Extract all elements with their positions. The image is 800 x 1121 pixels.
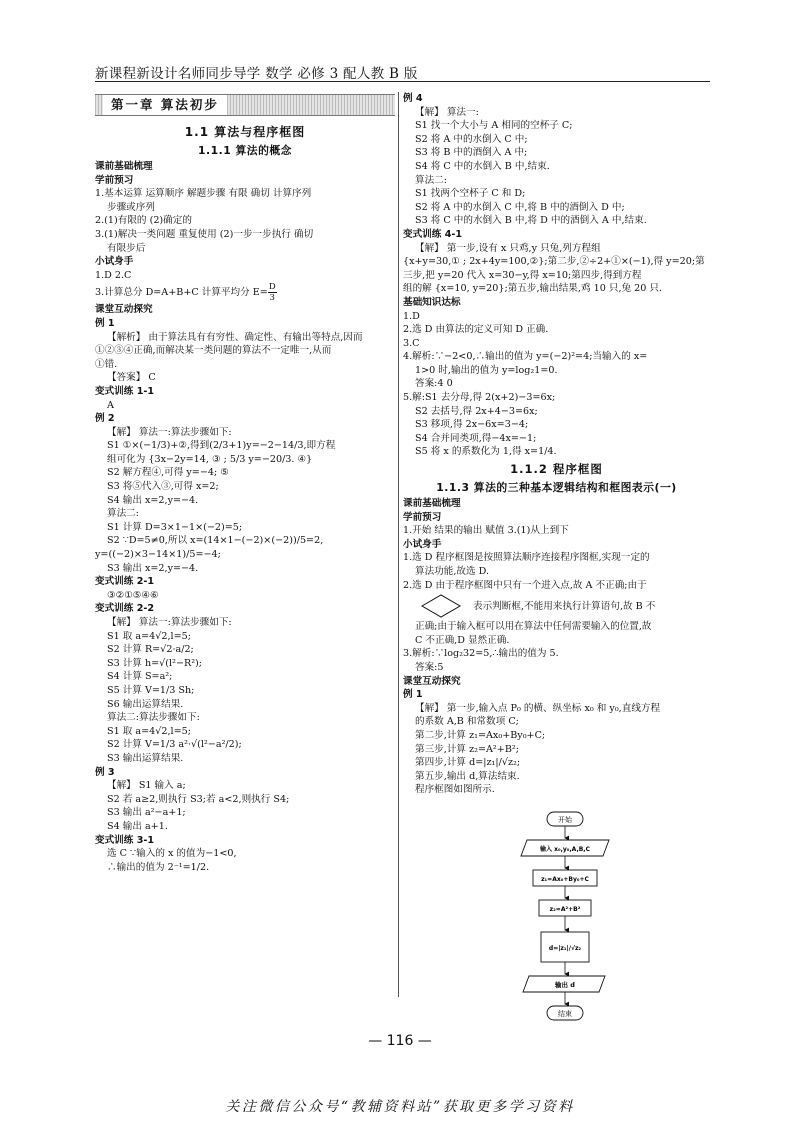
text-line <box>403 133 710 147</box>
text-line-content: 选 C ∵输入的 x 的值为−1<0, <box>107 848 237 860</box>
text-line-content: S1 找两个空杯子 C 和 D; <box>415 188 526 200</box>
text-line-content: S4 输出 a+1. <box>107 820 168 832</box>
text-line <box>95 779 395 793</box>
text-line <box>95 255 395 269</box>
text-line <box>403 377 710 391</box>
text-line-content: 【解析】 由于算法具有有穷性、确定性、有输出等特点,因而 <box>107 331 363 343</box>
chapter-banner <box>95 94 395 116</box>
flow-step1-text: z₁=Ax₀+By₀+C <box>541 876 589 883</box>
text-line-content: S3 输出 x=2,y=−4. <box>107 562 199 574</box>
text-line-content: S4 计算 S=a²; <box>107 671 173 683</box>
text-line-content: 【答案】 C <box>107 372 156 384</box>
column-divider <box>398 92 399 997</box>
text-line-content: 例 1 <box>403 689 423 701</box>
text-line <box>95 684 395 698</box>
text-line <box>403 228 710 242</box>
text-line <box>403 538 710 552</box>
text-line-content: 5.解:S1 去分母,得 2(x+2)−3=6x; <box>403 392 556 404</box>
text-line-content: 3.(1)解决一类问题 重复使用 (2)一步一步执行 确切 <box>95 228 314 240</box>
text-line <box>95 793 395 807</box>
text-line-content: 例 1 <box>95 317 115 329</box>
text-line-content: 第三步,计算 z₂=A²+B²; <box>415 743 519 755</box>
text-line <box>403 364 710 378</box>
text-line <box>403 214 710 228</box>
text-line <box>95 399 395 413</box>
text-line-content: 步骤或序列 <box>107 201 155 213</box>
text-line-content: 【解】 算法一:算法步骤如下: <box>107 617 232 628</box>
text-line <box>95 494 395 508</box>
text-line <box>95 616 395 630</box>
text-line-content: 1.D <box>403 310 420 322</box>
text-line <box>95 439 395 453</box>
text-line-content: ③②①⑤④⑥ <box>107 589 159 601</box>
header-rule <box>95 81 710 82</box>
text-line <box>403 770 710 784</box>
text-line <box>403 551 710 565</box>
text-line <box>403 119 710 133</box>
text-line <box>403 432 710 446</box>
text-line-content: 例 3 <box>95 766 115 778</box>
text-line <box>95 589 395 603</box>
text-line <box>95 453 395 467</box>
text-line <box>403 783 710 797</box>
text-line <box>403 350 710 364</box>
text-line <box>95 269 395 283</box>
text-line <box>95 371 395 385</box>
text-line <box>95 466 395 480</box>
text-line <box>403 242 710 256</box>
text-line <box>403 405 710 419</box>
text-line <box>403 92 710 106</box>
text-line <box>95 861 395 875</box>
text-line-content: 【解】 算法一:算法步骤如下: <box>107 426 232 438</box>
text-line <box>403 743 710 757</box>
section-2-title: 1.1.2 程序框图 <box>510 462 603 477</box>
text-line-content: 的系数 A,B 和常数项 C; <box>415 716 519 728</box>
text-line <box>95 507 395 521</box>
text-line-content: 算法功能,故选 D. <box>415 566 490 577</box>
text-line-content: 第五步,输出 d,算法结束. <box>415 770 520 782</box>
text-line-content: y=((−2)×3−14×1)/5=−4; <box>95 549 221 561</box>
text-line <box>95 698 395 712</box>
text-line-content: 1.开始 结果的输出 赋值 3.(1)从上到下 <box>403 525 569 537</box>
left-column <box>95 92 395 997</box>
text-line-content: 课堂互动探究 <box>403 675 461 687</box>
text-line <box>403 269 710 283</box>
text-line <box>403 634 710 648</box>
text-line-content: S4 合并同类项,得−4x=−1; <box>415 432 537 444</box>
text-line-content: 【解】 第一步,输入点 P₀ 的横、纵坐标 x₀ 和 y₀,直线方程 <box>415 702 661 714</box>
text-line <box>95 725 395 739</box>
text-line-content: 变式训练 4-1 <box>403 228 463 240</box>
fraction <box>268 282 277 303</box>
text-line <box>95 711 395 725</box>
diamond-caption: 表示判断框,不能用来执行计算语句,故 B 不 <box>473 601 656 613</box>
text-line-content: 1.D 2.C <box>95 269 132 281</box>
text-line-content: 课堂互动探究 <box>95 304 153 316</box>
text-line-content: S3 计算 h=√(l²−R²); <box>107 657 203 669</box>
text-line-content: 组的解 {x=10, y=20};第五步,输出结果,鸡 10 只,兔 20 只. <box>403 283 663 295</box>
flow-end-text: 结束 <box>558 1010 572 1018</box>
text-line <box>403 146 710 160</box>
flow-start-text: 开始 <box>558 816 572 824</box>
text-line <box>403 418 710 432</box>
text-line <box>403 296 710 310</box>
text-line <box>95 412 395 426</box>
page-number: — 116 — <box>368 1033 432 1049</box>
text-line-content: 基础知识达标 <box>403 296 461 308</box>
text-line <box>95 174 395 188</box>
text-line <box>403 661 710 675</box>
text-line <box>95 806 395 820</box>
text-line <box>403 756 710 770</box>
text-line-content: 小试身手 <box>403 538 442 550</box>
text-line-content: 例 2 <box>95 413 115 425</box>
text-line-content: S3 输出运算结果. <box>107 752 184 764</box>
text-line <box>403 702 710 716</box>
flowchart <box>517 810 613 1024</box>
text-line <box>403 282 710 296</box>
text-line <box>95 657 395 671</box>
text-line-content: S6 输出运算结果. <box>107 698 184 710</box>
text-line-content: 学前预习 <box>403 511 442 523</box>
text-line <box>95 575 395 589</box>
text-line <box>95 201 395 215</box>
text-line-content: ∴输出的值为 2⁻¹=1/2. <box>107 861 210 873</box>
text-line-content: S3 将 B 中的酒倒入 A 中; <box>415 147 528 159</box>
text-line <box>403 174 710 188</box>
text-line-content: S2 ∵D=5≠0,所以 x=(14×1−(−2)×(−2))/5=2, <box>107 535 324 547</box>
text-line-content: S2 去括号,得 2x+4−3=6x; <box>415 405 538 417</box>
text-line <box>95 160 395 174</box>
text-line <box>95 766 395 780</box>
text-line-content: ①②③④正确,而解决某一类问题的算法不一定唯一,从而 <box>95 345 332 357</box>
text-line-content: A <box>107 399 114 411</box>
text-line <box>95 344 395 358</box>
text-line-content: S1 找一个大小与 A 相同的空杯子 C; <box>415 120 573 132</box>
text-line-content: 第四步,计算 d=|z₁|/√z₂; <box>415 757 521 769</box>
text-line <box>95 358 395 372</box>
text-line-content: S3 将⑤代入③,可得 x=2; <box>107 481 219 493</box>
text-line-content: 算法二:算法步骤如下: <box>107 712 200 724</box>
text-line <box>403 323 710 337</box>
text-line <box>403 620 710 634</box>
right-text-bottom <box>403 620 710 797</box>
text-line-content: 算法二: <box>415 174 448 186</box>
text-line <box>95 385 395 399</box>
text-line <box>403 337 710 351</box>
text-line-content: 课前基础梳理 <box>403 498 461 510</box>
text-line-content: 2.(1)有限的 (2)确定的 <box>95 215 192 227</box>
text-line <box>95 602 395 616</box>
text-line <box>403 579 710 593</box>
text-line-content: S2 将 A 中的水倒入 C 中; <box>415 133 528 145</box>
text-line-content: 第二步,计算 z₁=Ax₀+By₀+C; <box>415 729 546 741</box>
text-line-content: 变式训练 2-2 <box>95 603 155 615</box>
text-line-content: 3.C <box>403 337 420 349</box>
text-line-content: 1.选 D 程序框图是按照算法顺序连接程序图框,实现一定的 <box>403 552 650 564</box>
text-line-content: 程序框图如图所示. <box>415 784 495 796</box>
flow-step2-text: z₂=A²+B² <box>549 906 581 913</box>
text-line <box>95 303 395 317</box>
text-line <box>95 752 395 766</box>
text-line-content: 3.计算总分 D=A+B+C 计算平均分 E= <box>95 287 268 299</box>
text-line <box>403 511 710 525</box>
text-line-content: S2 计算 V=1/3 a²·√(l²−a²/2); <box>107 739 242 751</box>
text-line-content: S1 取 a=4√2,l=5; <box>107 630 191 642</box>
text-line <box>403 647 710 661</box>
text-line <box>95 521 395 535</box>
text-line-content: 有限步后 <box>107 242 146 254</box>
text-line-content: 【解】 第一步,设有 x 只鸡,y 只兔,列方程组 <box>415 242 601 254</box>
text-line-content: 答案:4 0 <box>415 378 453 390</box>
text-line-content: 2.选 D 由算法的定义可知 D 正确. <box>403 324 549 336</box>
text-line <box>95 534 395 548</box>
fraction-denominator: 3 <box>269 293 275 304</box>
text-line-content: 变式训练 1-1 <box>95 385 155 397</box>
text-line <box>95 548 395 562</box>
text-line-content: S1 ①×(−1/3)+②,得到(2/3+1)y=−2−14/3,即方程 <box>107 440 336 452</box>
text-line-content: S5 将 x 的系数化为 1,得 x=1/4. <box>415 446 557 458</box>
text-line <box>95 214 395 228</box>
text-line <box>95 847 395 861</box>
text-line-content: S2 若 a≥2,则执行 S3;若 a<2,则执行 S4; <box>107 793 290 805</box>
flow-step3-text: d=|z₁|/√z₂ <box>548 945 582 952</box>
text-line-content: 1.基本运算 运算顺序 解题步骤 有限 确切 计算序列 <box>95 188 312 200</box>
text-line-content: S2 将 A 中的水倒入 C 中,将 B 中的酒倒入 D 中; <box>415 201 625 213</box>
chapter-title: 第一章 算法初步 <box>103 95 227 115</box>
left-text-lines <box>95 160 395 874</box>
text-line-content: 变式训练 2-1 <box>95 576 155 588</box>
text-line <box>403 201 710 215</box>
text-line-content: 组可化为 {3x−2y=14, ③ ; 5/3 y=−20/3. ④} <box>107 453 313 465</box>
text-line <box>95 317 395 331</box>
text-line <box>403 160 710 174</box>
subsection-title: 1.1.1 算法的概念 <box>198 144 292 157</box>
running-header: 新课程新设计名师同步导学 数学 必修 3 配人教 B 版 <box>95 66 418 82</box>
text-line-content: 2.选 D 由于程序框图中只有一个进入点,故 A 不正确;由于 <box>403 579 647 591</box>
text-line <box>95 738 395 752</box>
text-line <box>95 331 395 345</box>
text-line <box>95 242 395 256</box>
text-line <box>95 187 395 201</box>
text-line <box>95 670 395 684</box>
text-line-content: S4 将 C 中的水倒入 B 中,结束. <box>415 160 550 172</box>
text-line <box>95 630 395 644</box>
text-line <box>95 282 395 303</box>
text-line-content: S4 输出 x=2,y=−4. <box>107 494 199 506</box>
text-line-content: S2 计算 R=√2·a/2; <box>107 644 194 656</box>
text-line <box>403 445 710 459</box>
subsection-2-title: 1.1.3 算法的三种基本逻辑结构和框图表示(一) <box>436 481 677 495</box>
text-line-content: S1 计算 D=3×1−1×(−2)=5; <box>107 521 243 533</box>
text-line <box>403 715 710 729</box>
text-line-content: 例 4 <box>403 93 423 104</box>
text-line-content: 变式训练 3-1 <box>95 834 155 846</box>
fraction-numerator: D <box>268 282 276 293</box>
text-line <box>95 820 395 834</box>
text-line-content: {x+y=30,① ; 2x+4y=100,②};第二步,②÷2+①×(−1),得 y=20;第 <box>403 256 705 268</box>
text-line <box>95 426 395 440</box>
footer-note: 关注微信公众号“教辅资料站”获取更多学习资料 <box>225 1099 575 1115</box>
text-line <box>95 643 395 657</box>
text-line-content: S2 解方程④,可得 y=−4; ⑤ <box>107 467 229 479</box>
text-line-content: 三步,把 y=20 代入 x=30−y,得 x=10;第四步,得到方程 <box>403 269 642 281</box>
flow-input-text: 输入 x₀,y₀,A,B,C <box>540 846 590 853</box>
diamond-line <box>403 592 710 620</box>
text-line <box>403 187 710 201</box>
text-line <box>403 729 710 743</box>
text-line <box>403 391 710 405</box>
text-line-content: S3 将 C 中的水倒入 B 中,将 D 中的酒倒入 A 中,结束. <box>415 215 647 227</box>
decision-diamond-icon <box>421 594 461 618</box>
text-line <box>403 524 710 538</box>
text-line-content: 正确;由于输入框可以用在算法中任何需要输入的位置,故 <box>415 621 652 633</box>
text-line <box>95 834 395 848</box>
right-text-mid <box>403 497 710 592</box>
text-line <box>403 497 710 511</box>
text-line-content: 3.解析:∵log₂32=5,∴输出的值为 5. <box>403 648 559 660</box>
text-line-content: 【解】 算法一: <box>415 106 479 118</box>
text-line-content: C 不正确,D 显然正确. <box>415 634 510 646</box>
text-line <box>403 255 710 269</box>
text-line <box>95 228 395 242</box>
text-line <box>95 562 395 576</box>
text-line-content: 1>0 时,输出的值为 y=log₂1=0. <box>415 364 558 376</box>
text-line <box>403 106 710 120</box>
text-line-content: 答案:5 <box>415 661 444 673</box>
text-line-content: 小试身手 <box>95 256 134 268</box>
text-line <box>95 480 395 494</box>
text-line <box>403 565 710 579</box>
text-line <box>403 675 710 689</box>
text-line-content: S3 移项,得 2x−6x=3−4; <box>415 419 529 431</box>
text-line <box>403 310 710 324</box>
text-line-content: 算法二: <box>107 508 140 520</box>
text-line-content: S1 取 a=4√2,l=5; <box>107 725 191 737</box>
text-line-content: 【解】 S1 输入 a; <box>107 780 186 792</box>
text-line <box>403 688 710 702</box>
section-title: 1.1 算法与程序框图 <box>184 125 306 139</box>
right-text-top <box>403 92 710 459</box>
text-line-content: S5 计算 V=1/3 Sh; <box>107 684 195 696</box>
text-line-content: ①错. <box>95 358 118 370</box>
text-line-content: 学前预习 <box>95 174 134 186</box>
text-line-content: S3 输出 a²−a+1; <box>107 807 186 819</box>
text-line-content: 4.解析:∵−2<0,∴输出的值为 y=(−2)²=4;当输入的 x= <box>403 351 648 363</box>
flow-output-text: 输出 d <box>555 981 575 989</box>
text-line-content: 课前基础梳理 <box>95 161 153 172</box>
